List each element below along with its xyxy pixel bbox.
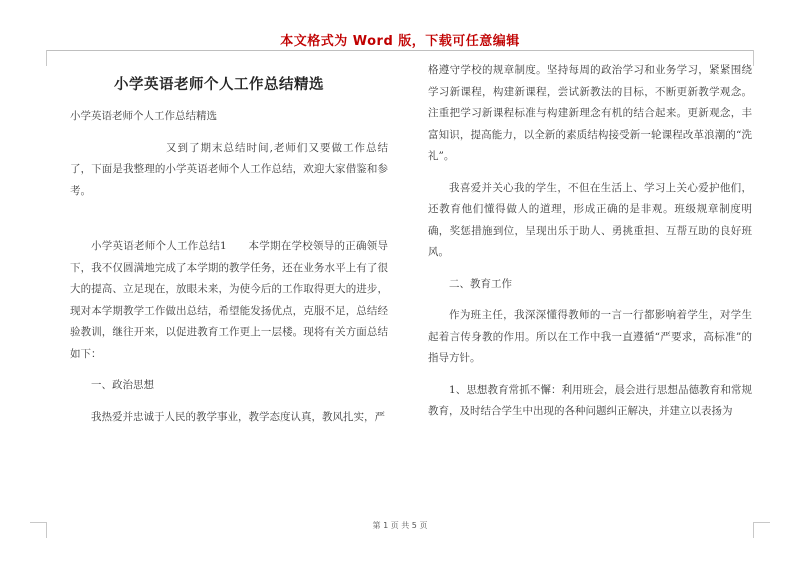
intro-paragraph: 又到了期末总结时间,老师们又要做工作总结了，下面是我整理的小学英语老师个人工作总结，欢迎大家借鉴和参考。 [70, 141, 388, 197]
politics-paragraph: 我热爱并忠诚于人民的教学事业，教学态度认真，教风扎实，严 [91, 410, 385, 423]
word-format-banner: 本文格式为 Word 版，下载可任意编辑 [280, 34, 520, 49]
heading-politics: 一、政治思想 [91, 379, 154, 391]
right-paragraph-2: 我喜爱并关心我的学生，不但在生活上、学习上关心爱护他们，还教育他们懂得做人的道理，形成正确的是非观。班级规章制度明确，奖惩措施到位，呈现出乐于助人、勇挑重担、互帮互助的良好班风。 [428, 181, 752, 258]
education-paragraph: 作为班主任，我深深懂得教师的一言一行都影响着学生，对学生起着言传身教的作用。所以在工作中我一直遵循“严要求，高标准”的指导方针。 [428, 309, 752, 364]
crop-mark-top-left [30, 50, 47, 66]
document-title: 小学英语老师个人工作总结精选 [114, 76, 324, 93]
education-point-1: 1、思想教育常抓不懈：利用班会，晨会进行思想品德教育和常规教育，及时结合学生中出现的各种问题纠正解决，并建立以表扬为 [428, 383, 752, 417]
right-paragraph-1: 格遵守学校的规章制度。坚持每周的政治学习和业务学习，紧紧围绕学习新课程，构建新课程，尝试新教法的目标，不断更新教学观念。注重把学习新课程标准与构建新理念有机的结合起来。更新观念，丰富知识，提高能力，以全新的素质结构接受新一轮课程改革浪潮的“洗礼”。 [428, 64, 752, 162]
summary-section-1: 小学英语老师个人工作总结1 本学期在学校领导的正确领导下，我不仅圆满地完成了本学期的教学任务，还在业务水平上有了很大的提高、立足现在，放眼未来，为使今后的工作取得更大的进步，现对本学期教学工作做出总结，希望能发扬优点，克服不足，总结经验教训，继往开来，以促进教育工作更上一层楼。现将有关方面总结如下： [70, 240, 388, 360]
document-subtitle: 小学英语老师个人工作总结精选 [70, 110, 217, 122]
heading-education: 二、教育工作 [449, 277, 512, 290]
right-column [428, 60, 752, 423]
header-rule [46, 50, 754, 51]
left-column [70, 72, 388, 428]
crop-mark-top-right [753, 50, 770, 66]
page-number: 第 1 页 共 5 页 [372, 521, 428, 530]
